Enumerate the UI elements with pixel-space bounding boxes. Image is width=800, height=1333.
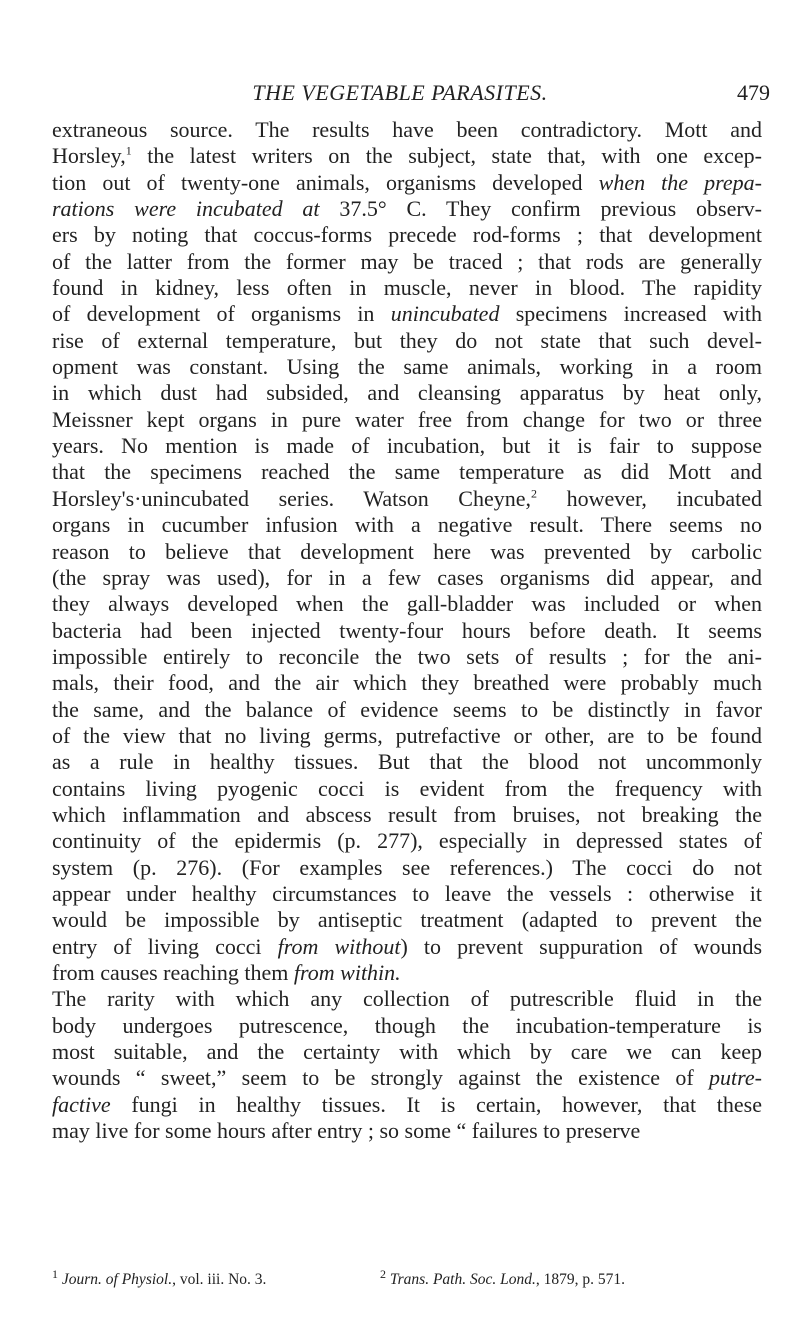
italic-run: putre-	[709, 1065, 762, 1091]
footnote-detail: , 1879, p. 571.	[535, 1271, 625, 1288]
text-line	[52, 1039, 762, 1065]
text-run: most suitable, and the certainty with which by care we can keep	[52, 1039, 762, 1065]
text-line	[52, 143, 762, 169]
text-run: of the latter from the former may be traced ; that rods are generally	[52, 248, 762, 274]
running-head	[0, 80, 800, 110]
text-line	[52, 907, 762, 933]
text-run: impossible entirely to reconcile the two sets of results ; for the ani-	[52, 643, 762, 669]
text-line	[52, 960, 762, 986]
page-number: 479	[737, 80, 770, 105]
text-line	[52, 301, 762, 327]
text-line	[52, 459, 762, 485]
italic-run: when the prepa-	[598, 169, 762, 195]
text-run: of the view that no living germs, putrefactive or other, are to be found	[52, 722, 762, 748]
text-line	[52, 802, 762, 828]
text-run: of development of organisms in	[52, 301, 391, 327]
italic-run: unincubated	[390, 301, 500, 327]
text-line	[52, 934, 762, 960]
text-run: The rarity with which any collection of putrescrible fluid in the	[52, 986, 762, 1012]
text-line	[52, 512, 762, 538]
text-run: which inflammation and abscess result from bruises, not breaking the	[52, 801, 762, 827]
text-run: Horsley's·unincubated series. Watson Cheyne,	[52, 485, 532, 511]
text-line	[52, 697, 762, 723]
text-line	[52, 433, 762, 459]
running-title: THE VEGETABLE PARASITES.	[252, 80, 548, 105]
text-run: fungi in healthy tissues. It is certain, however, that these	[110, 1091, 762, 1117]
text-run: the same, and the balance of evidence seems to be distinctly in favor	[52, 696, 762, 722]
text-run: years. No mention is made of incubation, but it is fair to suppose	[52, 433, 762, 459]
text-run: 37.5° C. They confirm previous observ-	[319, 196, 762, 222]
italic-run: from without	[277, 933, 401, 959]
text-line	[52, 776, 762, 802]
text-run: however, incubated	[537, 485, 762, 511]
text-run: mals, their food, and the air which they breathed were probably much	[52, 670, 762, 696]
text-line	[52, 407, 762, 433]
text-run: specimens increased with	[499, 301, 763, 327]
text-line	[52, 670, 762, 696]
body-text	[52, 117, 762, 1144]
text-run: from causes reaching them	[52, 960, 294, 985]
text-run: entry of living cocci	[52, 933, 278, 959]
text-line	[52, 328, 762, 354]
text-run: may live for some hours after entry ; so some “ failures to preserve	[52, 1118, 641, 1144]
text-line	[52, 828, 762, 854]
text-line	[52, 591, 762, 617]
text-line	[52, 222, 762, 248]
text-run: Meissner kept organs in pure water free from change for two or three	[52, 406, 762, 432]
text-line	[52, 644, 762, 670]
text-run: tion out of twenty-one animals, organisms developed	[52, 169, 599, 195]
text-run: bacteria had been injected twenty-four hours before death. It seems	[52, 617, 762, 643]
footnotes	[52, 1266, 762, 1289]
text-line	[52, 170, 762, 196]
text-run: in which dust had subsided, and cleansing apparatus by heat only,	[52, 380, 762, 406]
text-run: organs in cucumber infusion with a negative result. There seems no	[52, 512, 762, 538]
footnote-marker: 2	[380, 1266, 386, 1281]
text-run: found in kidney, less often in muscle, never in blood. The rapidity	[52, 275, 762, 301]
italic-run: from within.	[293, 960, 401, 985]
text-line	[52, 723, 762, 749]
text-run: continuity of the epidermis (p. 277), especially in depressed states of	[52, 828, 762, 854]
footnote-source: Journ. of Physiol.	[61, 1271, 173, 1288]
text-run: body undergoes putrescence, though the incubation-temperature is	[52, 1012, 762, 1038]
text-run: system (p. 276). (For examples see references.) The cocci do not	[52, 854, 762, 880]
text-run: rise of external temperature, but they do not state that such devel-	[52, 327, 762, 353]
italic-run: rations were incubated at	[52, 196, 320, 222]
text-run: they always developed when the gall-bladder was included or when	[52, 591, 762, 617]
footnote-reference: 2	[531, 486, 538, 501]
text-run: would be impossible by antiseptic treatment (adapted to prevent the	[52, 907, 762, 933]
text-line	[52, 1118, 762, 1144]
text-line	[52, 1065, 762, 1091]
footnote-detail: , vol. iii. No. 3.	[172, 1271, 267, 1288]
text-run: (the spray was used), for in a few cases organisms did appear, and	[52, 564, 762, 590]
text-line	[52, 749, 762, 775]
text-line	[52, 539, 762, 565]
text-run: ers by noting that coccus-forms precede rod-forms ; that development	[52, 222, 762, 248]
text-line	[52, 196, 762, 222]
footnote-source: Trans. Path. Soc. Lond.	[389, 1271, 536, 1288]
text-line	[52, 1092, 762, 1118]
text-line	[52, 986, 762, 1012]
footnote-2	[380, 1266, 625, 1289]
text-run: Horsley,	[52, 143, 126, 169]
italic-run: factive	[52, 1091, 111, 1117]
text-run: reason to believe that development here was prevented by carbolic	[52, 538, 762, 564]
text-line	[52, 565, 762, 591]
text-line	[52, 354, 762, 380]
text-line	[52, 249, 762, 275]
text-line	[52, 881, 762, 907]
text-line	[52, 275, 762, 301]
text-run: the latest writers on the subject, state that, with one excep-	[131, 143, 762, 169]
text-run: as a rule in healthy tissues. But that the blood not uncommonly	[52, 749, 762, 775]
footnote-marker: 1	[52, 1266, 58, 1281]
text-run: that the specimens reached the same temperature as did Mott and	[52, 459, 762, 485]
text-line	[52, 1013, 762, 1039]
text-run: ) to prevent suppuration of wounds	[400, 933, 763, 959]
text-run: wounds “ sweet,” seem to be strongly against the existence of	[52, 1065, 710, 1091]
text-run: appear under healthy circumstances to leave the vessels : otherwise it	[52, 880, 762, 906]
footnote-reference: 1	[125, 144, 132, 159]
text-line	[52, 855, 762, 881]
text-line	[52, 618, 762, 644]
text-run: opment was constant. Using the same animals, working in a room	[52, 354, 762, 380]
text-line	[52, 117, 762, 143]
text-line	[52, 486, 762, 512]
footnote-1	[52, 1266, 267, 1289]
text-run: contains living pyogenic cocci is evident from the frequency with	[52, 775, 762, 801]
text-run: extraneous source. The results have been contradictory. Mott and	[52, 117, 762, 142]
text-line	[52, 380, 762, 406]
